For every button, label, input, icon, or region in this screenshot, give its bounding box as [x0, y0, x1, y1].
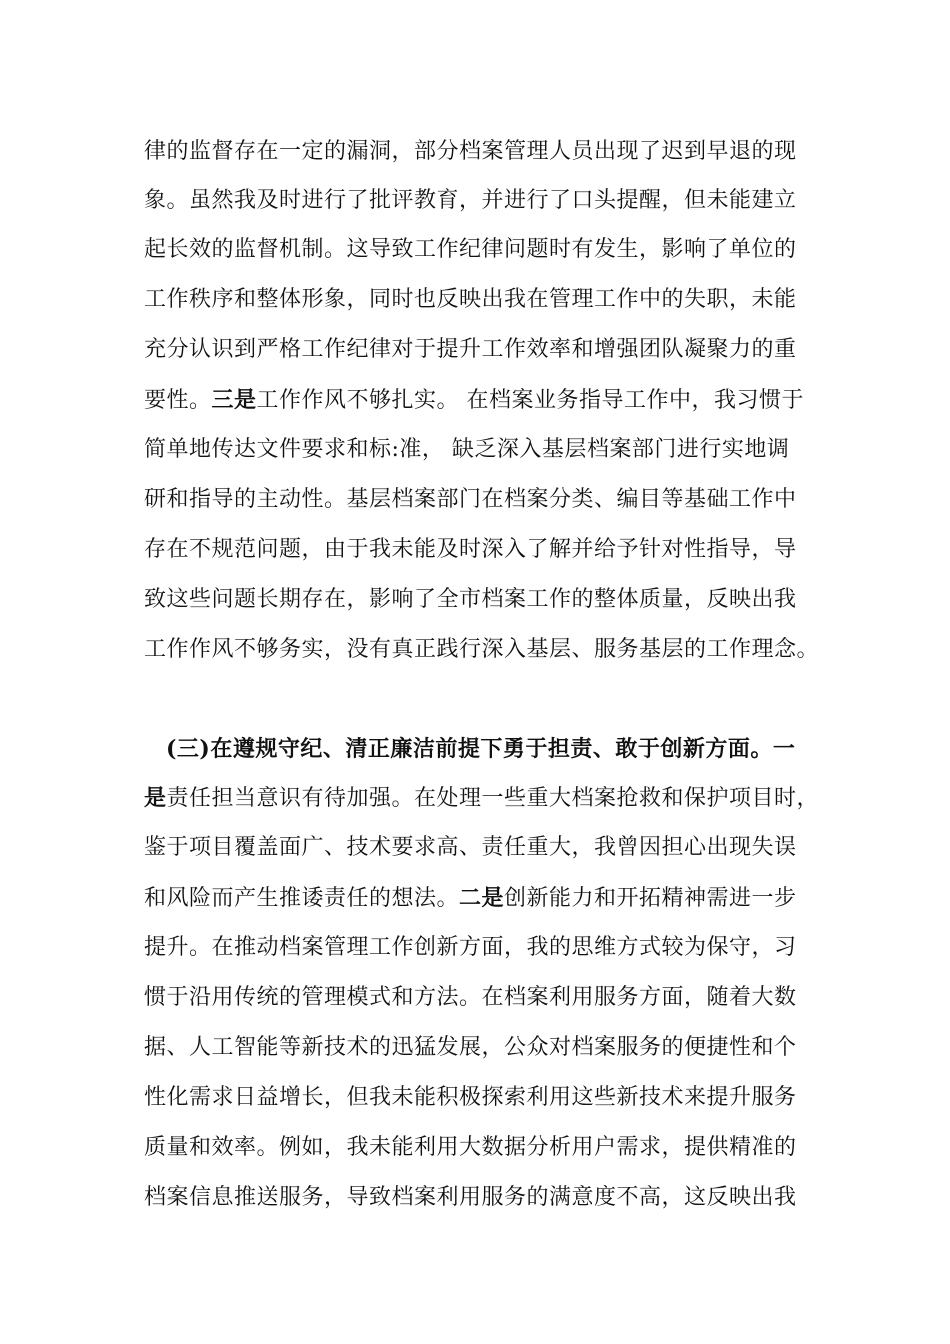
- bold-marker-second: 二是: [459, 885, 505, 911]
- bold-marker-first: 是: [144, 785, 167, 811]
- text-line: 象。虽然我及时进行了批评教育，并进行了口头提醒，但未能建立: [144, 188, 797, 213]
- text-line: 工作秩序和整体形象，同时也反映出我在管理工作中的失职，未能: [144, 287, 797, 312]
- text-line: 惯于沿用传统的管理模式和方法。在档案利用服务方面，随着大数: [144, 985, 797, 1010]
- text-line: [144, 784, 819, 813]
- text-line: [144, 884, 797, 913]
- text-line: 提升。在推动档案管理工作创新方面，我的思维方式较为保守，习: [144, 935, 797, 960]
- text-run: 和风险而产生推诿责任的想法。: [144, 886, 460, 911]
- text-run: 工作作风不够扎实。 在档案业务指导工作中，我习惯于: [256, 388, 805, 413]
- text-line: 性化需求日益增长，但我未能积极探索利用这些新技术来提升服务: [144, 1085, 797, 1110]
- text-line: 据、人工智能等新技术的迅猛发展，公众对档案服务的便捷性和个: [144, 1035, 797, 1060]
- text-line: 致这些问题长期存在，影响了全市档案工作的整体质量，反映出我: [144, 587, 797, 612]
- text-run: 创新能力和开拓精神需进一步: [504, 886, 797, 911]
- text-line: 简单地传达文件要求和标:准， 缺乏深入基层档案部门进行实地调: [144, 437, 790, 462]
- text-line: 存在不规范问题，由于我未能及时深入了解并给予针对性指导，导: [144, 537, 797, 562]
- text-line: 档案信息推送服务，导致档案利用服务的满意度不高，这反映出我: [144, 1185, 797, 1210]
- text-run: 责任担当意识有待加强。在处理一些重大档案抢救和保护项目时，: [166, 786, 820, 811]
- text-line: [144, 386, 804, 415]
- text-line: 充分认识到严格工作纪律对于提升工作效率和增强团队凝聚力的重: [144, 337, 797, 362]
- text-line: 律的监督存在一定的漏洞，部分档案管理人员出现了迟到早退的现: [144, 139, 797, 164]
- text-line: 鉴于项目覆盖面广、技术要求高、责任重大，我曾因担心出现失误: [144, 835, 797, 860]
- text-line: 工作作风不够务实，没有真正践行深入基层、服务基层的工作理念。: [144, 637, 820, 662]
- section-heading-line: (三)在遵规守纪、清正廉洁前提下勇于担责、敢于创新方面。一: [166, 736, 796, 762]
- text-line: 起长效的监督机制。这导致工作纪律问题时有发生，影响了单位的: [144, 237, 797, 262]
- text-line: 质量和效率。例如，我未能利用大数据分析用户需求，提供精准的: [144, 1135, 797, 1160]
- bold-marker-third: 三是: [211, 387, 257, 413]
- text-run: 要性。: [144, 388, 212, 413]
- text-line: 研和指导的主动性。基层档案部门在档案分类、编目等基础工作中: [144, 487, 797, 512]
